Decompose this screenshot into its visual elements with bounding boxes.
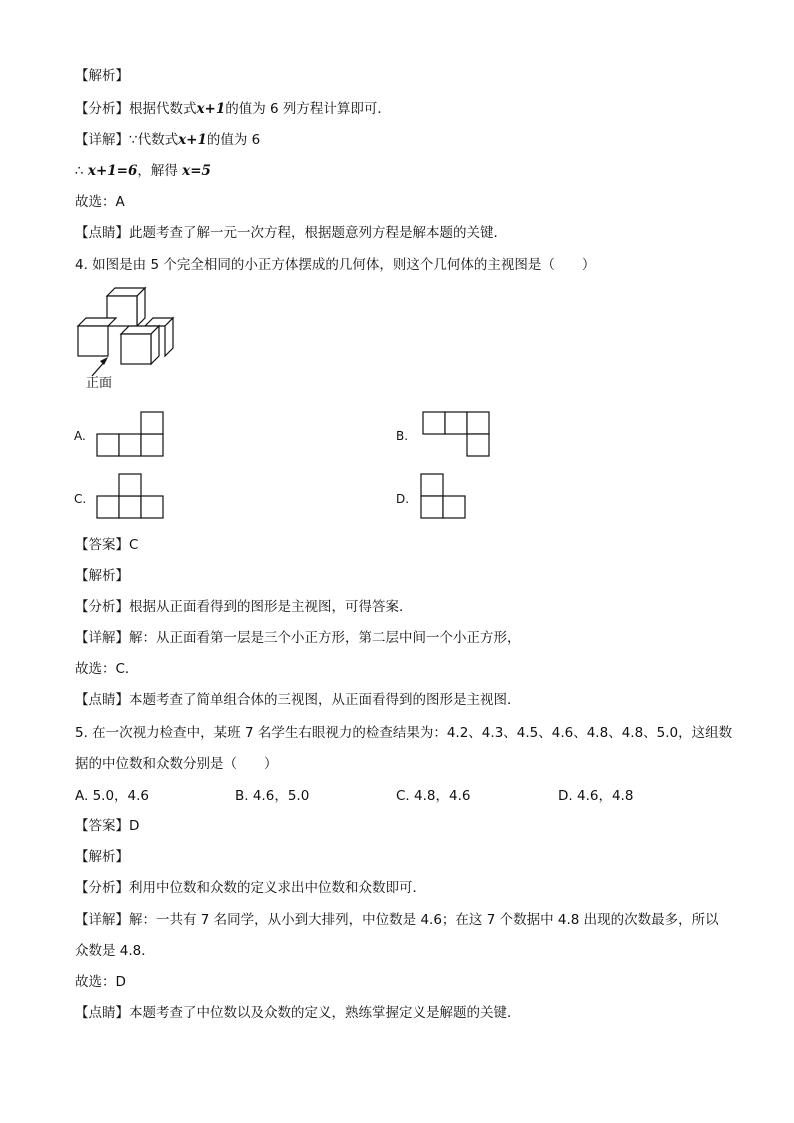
q3-guxuan: 故选：A bbox=[75, 194, 125, 210]
q4-option-c-figure bbox=[96, 473, 166, 520]
q4-option-a-figure bbox=[96, 411, 166, 458]
q5-answer: 【答案】D bbox=[75, 818, 140, 834]
q5-stem-line-1: 5. 在一次视力检查中，某班 7 名学生右眼视力的检查结果为：4.2、4.3、4.5、4.6、4.8、4.8、5.0，这组数 bbox=[75, 725, 733, 741]
q3-equation-1: x+1=6 bbox=[87, 163, 138, 179]
q5-option-c: C. 4.8，4.6 bbox=[396, 788, 471, 804]
q5-option-a: A. 5.0，4.6 bbox=[75, 788, 150, 804]
q4-option-d-figure bbox=[420, 473, 470, 520]
q4-option-c-label: C. bbox=[74, 492, 87, 506]
q4-jiexi-heading: 【解析】 bbox=[75, 568, 129, 584]
q3-equation-2: x=5 bbox=[182, 163, 211, 179]
q5-xiangjie-line-2: 众数是 4.8． bbox=[75, 943, 155, 959]
q3-fenxi-suffix: 的值为 6 列方程计算即可． bbox=[225, 101, 391, 117]
q4-guxuan: 故选：C． bbox=[75, 661, 139, 677]
q4-stem: 4. 如图是由 5 个完全相同的小正方体摆成的几何体，则这个几何体的主视图是（ ） bbox=[75, 257, 596, 273]
q4-option-b-figure bbox=[422, 411, 492, 458]
q4-cube-figure bbox=[70, 288, 180, 368]
q3-jiexi-heading: 【解析】 bbox=[75, 68, 129, 84]
q5-xiangjie-line-1: 【详解】解：一共有 7 名同学，从小到大排列，中位数是 4.6；在这 7 个数据中 4.8 出现的次数最多，所以 bbox=[75, 912, 719, 928]
q3-fenxi-prefix: 【分析】根据代数式 bbox=[75, 101, 197, 117]
q5-jiexi-heading: 【解析】 bbox=[75, 849, 129, 865]
q3-solution-line bbox=[75, 162, 211, 180]
q5-fenxi: 【分析】利用中位数和众数的定义求出中位数和众数即可． bbox=[75, 880, 426, 896]
q3-fenxi bbox=[75, 100, 391, 118]
q3-xiangjie-suffix: 的值为 6 bbox=[206, 132, 261, 148]
q4-option-a-label: A. bbox=[74, 429, 86, 443]
q3-fenxi-expression: x+1 bbox=[196, 101, 226, 117]
q4-answer: 【答案】C bbox=[75, 537, 139, 553]
q4-xiangjie: 【详解】解：从正面看第一层是三个小正方形，第二层中间一个小正方形， bbox=[75, 630, 521, 646]
q5-guxuan: 故选：D bbox=[75, 974, 126, 990]
q3-xiangjie bbox=[75, 131, 260, 149]
q3-xiangjie-expression: x+1 bbox=[178, 132, 207, 148]
q5-stem-line-2: 据的中位数和众数分别是（ ） bbox=[75, 756, 278, 772]
q5-option-b: B. 4.6，5.0 bbox=[235, 788, 310, 804]
q3-dianjing: 【点睛】此题考查了解一元一次方程，根据题意列方程是解本题的关键． bbox=[75, 225, 507, 241]
q3-solve-text: ，解得 bbox=[137, 163, 178, 179]
q4-fenxi: 【分析】根据从正面看得到的图形是主视图，可得答案． bbox=[75, 599, 413, 615]
q4-option-d-label: D. bbox=[396, 492, 410, 506]
q4-option-b-label: B. bbox=[396, 429, 409, 443]
q5-option-d: D. 4.6，4.8 bbox=[558, 788, 634, 804]
q4-dianjing: 【点睛】本题考查了简单组合体的三视图，从正面看得到的图形是主视图． bbox=[75, 692, 521, 708]
q3-xiangjie-prefix: 【详解】∵代数式 bbox=[75, 132, 179, 148]
q5-dianjing: 【点睛】本题考查了中位数以及众数的定义，熟练掌握定义是解题的关键． bbox=[75, 1005, 521, 1021]
q4-front-label: 正面 bbox=[86, 376, 113, 391]
therefore-symbol: ∴ bbox=[75, 163, 84, 179]
